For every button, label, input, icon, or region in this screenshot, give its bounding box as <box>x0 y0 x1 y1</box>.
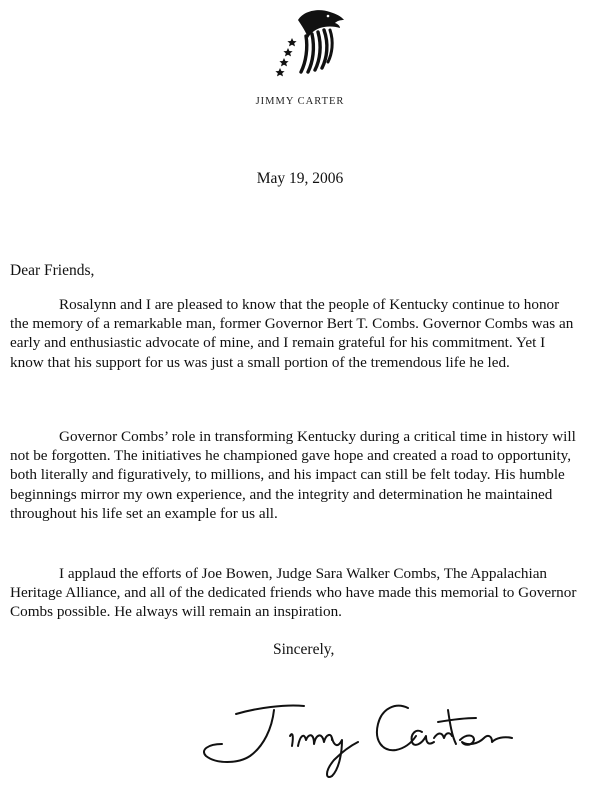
eagle-stars-logo-icon <box>268 6 350 78</box>
salutation: Dear Friends, <box>10 262 95 279</box>
closing: Sincerely, <box>273 641 335 658</box>
body-paragraph-2: Governor Combs’ role in transforming Kentucky during a critical time in history will not be forgotten. The initiatives he championed gave hope and created a road to opportunity, both literally and figuratively, to millions, and his impact can still be felt today. His humble beginnings mirror my own experience, and the integrity and determination he maintained throughout his life set an example for us all. <box>10 428 576 522</box>
handwritten-signature-icon <box>186 688 526 788</box>
letterhead-name: JIMMY CARTER <box>255 96 345 107</box>
body-paragraph-3: I applaud the efforts of Joe Bowen, Judge Sara Walker Combs, The Appalachian Heritage Alliance, and all of the dedicated friends who have made this memorial to Governor Combs possible. He always will remain an inspiration. <box>10 565 577 621</box>
letter-date: May 19, 2006 <box>256 170 344 187</box>
body-paragraph-1: Rosalynn and I are pleased to know that the people of Kentucky continue to honor the memory of a remarkable man, former Governor Bert T. Combs. Governor Combs was an early and enthusiastic advocate of mine, and I remain grateful for his commitment. Yet I know that his support for us was just a small portion of the tremendous life he led. <box>10 296 574 371</box>
